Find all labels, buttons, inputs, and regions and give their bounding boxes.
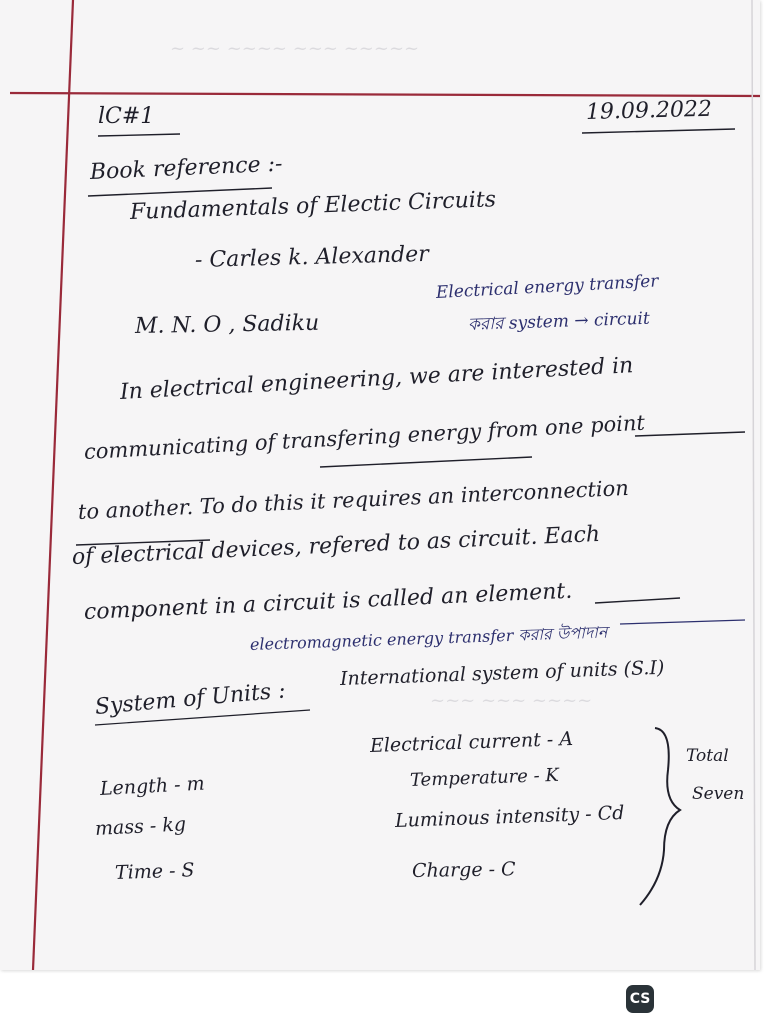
one-point-underline: [635, 432, 745, 436]
camscanner-logo-badge: CS: [626, 985, 654, 1013]
paragraph-line-2: communicating of transfering energy from one point: [83, 410, 646, 464]
transfering-underline: [320, 457, 532, 467]
top-margin-line: [10, 93, 760, 96]
units-heading: System of Units :: [93, 678, 287, 720]
unit-luminous-intensity: Luminous intensity - Cd: [394, 801, 625, 832]
note-system-circuit: করার system → circuit: [467, 308, 651, 335]
unit-temperature: Temperature - K: [409, 764, 560, 791]
unit-length: Length - m: [99, 772, 206, 800]
units-international: International system of units (S.I): [339, 656, 665, 690]
lecture-date: 19.09.2022: [585, 96, 713, 125]
right-page-edge: [752, 0, 755, 970]
unit-mass: mass - kg: [94, 813, 187, 840]
lecture-underline: [98, 134, 180, 136]
book-reference-heading: Book reference :-: [89, 151, 283, 185]
paragraph-line-3: to another. To do this it requires an interconnection: [77, 475, 630, 524]
note-energy-transfer: Electrical energy transfer: [435, 271, 659, 303]
total-brace: [640, 728, 680, 905]
paragraph-line-1: In electrical engineering, we are interested in: [119, 353, 634, 405]
paragraph-line-5: component in a circuit is called an element.: [83, 578, 573, 625]
book-author-2: M. N. O , Sadiku: [134, 310, 320, 339]
seven-label: Seven: [692, 784, 745, 804]
lecture-number: lC#1: [98, 104, 155, 129]
heading-underline: [88, 188, 272, 196]
bleed-through-text: ~ ~~ ~~~~ ~~~ ~~~~~: [170, 38, 420, 59]
unit-charge: Charge - C: [411, 858, 516, 882]
bleed-through-text: ~~~ ~~~ ~~~~: [430, 690, 593, 711]
book-author-1: - Carles k. Alexander: [194, 241, 430, 273]
paragraph-line-4: of electrical devices, refered to as circuit. Each: [71, 521, 601, 570]
unit-time: Time - S: [114, 859, 195, 884]
unit-electrical-current: Electrical current - A: [369, 727, 574, 757]
element-note-underline: [620, 620, 745, 624]
total-label: Total: [686, 746, 729, 766]
element-underline: [595, 598, 680, 603]
date-underline: [582, 129, 735, 133]
book-title: Fundamentals of Electic Circuits: [129, 187, 497, 225]
note-element-meaning: electromagnetic energy transfer করার উপাদান: [249, 622, 608, 654]
left-margin-line: [33, 0, 73, 970]
